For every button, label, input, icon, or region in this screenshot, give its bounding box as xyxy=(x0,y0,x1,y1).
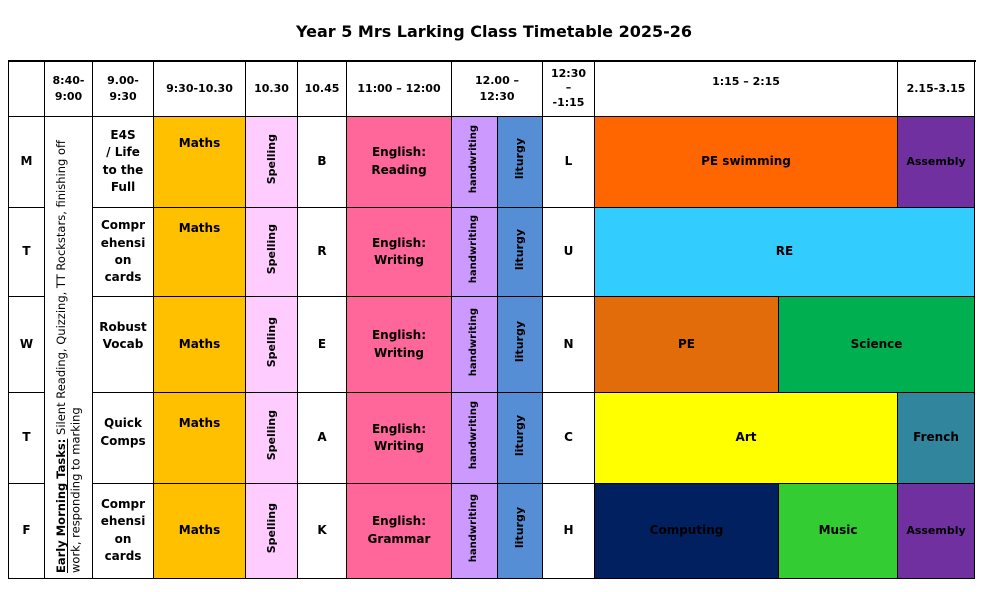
day-row-friday xyxy=(9,483,975,578)
lunch-letter: H xyxy=(543,483,595,578)
maths-cell: Maths xyxy=(154,207,246,296)
header-time-1200: 12.00 – 12:30 xyxy=(452,61,543,116)
header-time-1315: 1:15 – 2:15 xyxy=(595,61,898,116)
day-label: T xyxy=(9,207,45,296)
header-row xyxy=(9,61,975,116)
english-cell: English: Grammar xyxy=(347,483,452,578)
day-label: W xyxy=(9,297,45,393)
early-morning-label: Early Morning Tasks: xyxy=(54,438,69,573)
header-time-0840: 8:40- 9:00 xyxy=(45,61,93,116)
header-time-1415: 2.15-3.15 xyxy=(898,61,975,116)
header-time-0930: 9:30-10.30 xyxy=(154,61,246,116)
handwriting-cell: handwriting xyxy=(452,483,498,578)
pe-cell: PE xyxy=(595,297,779,393)
slot-0900: Compr ehensi on cards xyxy=(93,483,154,578)
pe-swimming-cell: PE swimming xyxy=(595,116,898,207)
lunch-letter: U xyxy=(543,207,595,296)
header-time-1030: 10.30 xyxy=(246,61,298,116)
liturgy-cell: liturgy xyxy=(498,297,543,393)
lunch-letter: C xyxy=(543,393,595,483)
day-row-thursday xyxy=(9,393,975,483)
spelling-cell: Spelling xyxy=(246,483,298,578)
handwriting-cell: handwriting xyxy=(452,207,498,296)
header-time-1100: 11:00 – 12:00 xyxy=(347,61,452,116)
french-cell: French xyxy=(898,393,975,483)
page-title: Year 5 Mrs Larking Class Timetable 2025-26 xyxy=(295,22,693,41)
music-cell: Music xyxy=(779,483,898,578)
handwriting-cell: handwriting xyxy=(452,116,498,207)
spelling-cell: Spelling xyxy=(246,393,298,483)
english-cell: English: Writing xyxy=(347,297,452,393)
timetable-grid xyxy=(8,60,975,579)
break-letter: A xyxy=(298,393,347,483)
liturgy-cell: liturgy xyxy=(498,483,543,578)
science-cell: Science xyxy=(779,297,975,393)
maths-cell: Maths xyxy=(154,393,246,483)
spelling-cell: Spelling xyxy=(246,297,298,393)
art-cell: Art xyxy=(595,393,898,483)
english-cell: English: Writing xyxy=(347,207,452,296)
day-label: M xyxy=(9,116,45,207)
header-time-1045: 10.45 xyxy=(298,61,347,116)
timetable xyxy=(8,60,974,578)
maths-cell: Maths xyxy=(154,483,246,578)
lunch-letter: N xyxy=(543,297,595,393)
assembly-cell: Assembly xyxy=(898,116,975,207)
handwriting-cell: handwriting xyxy=(452,393,498,483)
spelling-cell: Spelling xyxy=(246,207,298,296)
liturgy-cell: liturgy xyxy=(498,116,543,207)
header-time-0900: 9.00- 9:30 xyxy=(93,61,154,116)
break-letter: E xyxy=(298,297,347,393)
maths-cell: Maths xyxy=(154,297,246,393)
early-morning-tasks xyxy=(45,116,93,578)
early-morning-text: Silent Reading, Quizzing, TT Rockstars, finishing off work, responding to marking xyxy=(54,139,83,573)
handwriting-cell: handwriting xyxy=(452,297,498,393)
english-cell: English: Reading xyxy=(347,116,452,207)
day-label: T xyxy=(9,393,45,483)
english-cell: English: Writing xyxy=(347,393,452,483)
slot-0900: E4S / Life to the Full xyxy=(93,116,154,207)
day-row-wednesday xyxy=(9,297,975,393)
break-letter: K xyxy=(298,483,347,578)
lunch-letter: L xyxy=(543,116,595,207)
day-label: F xyxy=(9,483,45,578)
break-letter: R xyxy=(298,207,347,296)
maths-cell: Maths xyxy=(154,116,246,207)
liturgy-cell: liturgy xyxy=(498,393,543,483)
slot-0900: Compr ehensi on cards xyxy=(93,207,154,296)
liturgy-cell: liturgy xyxy=(498,207,543,296)
slot-0900: Robust Vocab xyxy=(93,297,154,393)
computing-cell: Computing xyxy=(595,483,779,578)
header-time-1230: 12:30 – -1:15 xyxy=(543,61,595,116)
assembly-cell: Assembly xyxy=(898,483,975,578)
slot-0900: Quick Comps xyxy=(93,393,154,483)
spelling-cell: Spelling xyxy=(246,116,298,207)
header-blank xyxy=(9,61,45,116)
day-row-tuesday xyxy=(9,207,975,296)
day-row-monday xyxy=(9,116,975,207)
break-letter: B xyxy=(298,116,347,207)
re-cell: RE xyxy=(595,207,975,296)
